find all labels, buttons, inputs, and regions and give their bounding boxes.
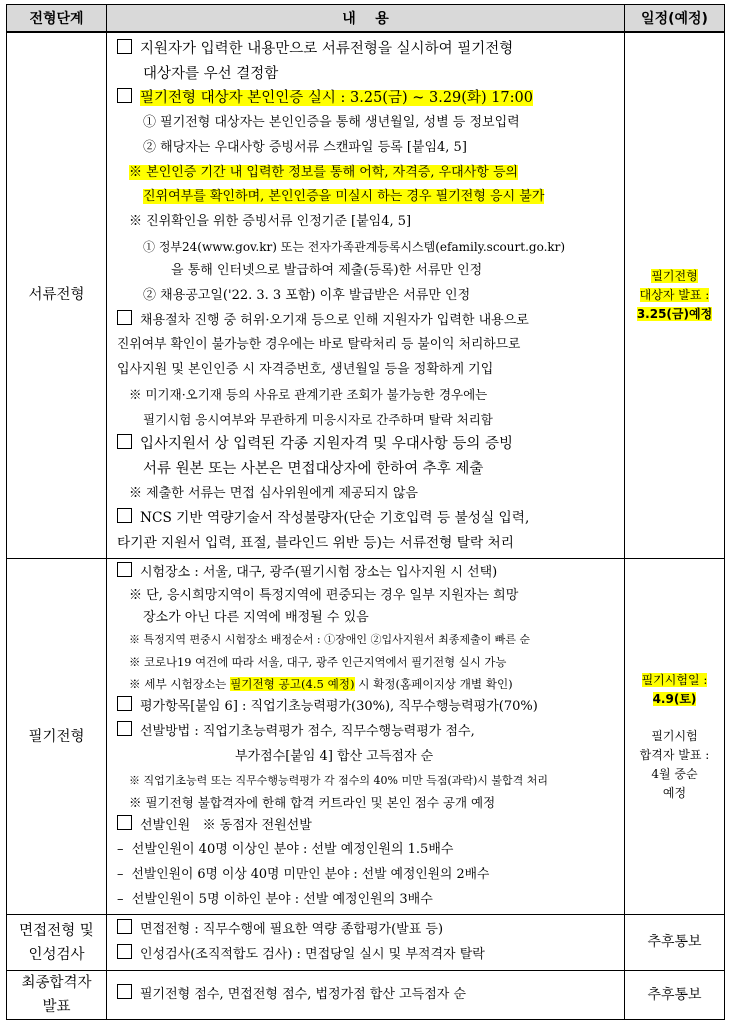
schedule-label: 대상자 발표 : [639,287,710,302]
text-line: NCS 기반 역량기술서 작성불량자(단순 기호입력 등 불성실 입력, [140,510,530,527]
text-line: 진위여부 확인이 불가능한 경우에는 바로 탈락처리 등 불이익 처리하므로 [117,337,521,353]
text-line: – 선발인원이 6명 이상 40명 미만인 분야 : 선발 예정인원의 2배수 [117,866,490,882]
text-line: 시험장소 : 서울, 대구, 광주(필기시험 장소는 입사지원 시 선택) [140,564,498,580]
text-line: ② 해당자는 우대사항 증빙서류 스캔파일 등록 [붙임4, 5] [143,139,467,155]
header-stage: 전형단계 [7,5,107,33]
text-line: ※ 특정지역 편중시 시험장소 배정순서 : ①장애인 ②입사지원서 최종제출이 빠른 순 [129,633,531,647]
text-line: – 선발인원이 40명 이상인 분야 : 선발 예정인원의 1.5배수 [117,842,454,858]
table-row-written-exam [7,558,725,915]
text-line: ※ 직업기초능력 또는 직무수행능력평가 각 점수의 40% 미만 득점(과락)시 불합격 처리 [129,773,549,787]
text-line: 채용절차 진행 중 허위·오기재 등으로 인해 지원자가 입력한 내용으로 [140,312,529,328]
table-header-row [7,5,725,33]
text-line: ※ 세부 시험장소는 [129,677,231,692]
text-line: ※ 단, 응시희망지역이 특정지역에 편중되는 경우 일부 지원자는 희망 [129,588,519,604]
content-final [107,971,625,1020]
text-line: 인성검사(조직적합도 검사) : 면접당일 실시 및 부적격자 탈락 [140,946,485,962]
text-line: ※ 필기전형 불합격자에 한해 합격 커트라인 및 본인 점수 공개 예정 [129,794,496,810]
highlighted-text: 필기전형 공고(4.5 예정) [230,677,355,692]
checkbox-icon [117,434,132,449]
text-line: 시 확정(홈페이지상 개별 확인) [354,677,513,692]
checkbox-icon [117,562,132,577]
schedule-document-screening [625,32,725,558]
text-line: ② 채용공고일('22. 3. 3 포함) 이후 발급받은 서류만 인정 [143,288,471,304]
text-line: 장소가 아닌 다른 지역에 배정될 수 있음 [143,610,369,626]
text-line: 선발인원 ※ 동점자 전원선발 [140,817,312,833]
schedule-final: 추후통보 [625,971,725,1020]
schedule-label: 필기전형 [651,268,698,283]
text-line: 선발방법 : 직업기초능력평가 점수, 직무수행능력평가 점수, [140,724,475,740]
stage-document-screening: 서류전형 [7,32,107,558]
text-line: ※ 진위확인을 위한 증빙서류 인정기준 [붙임4, 5] [129,213,412,229]
text-line: 타기관 지원서 입력, 표절, 블라인드 위반 등)는 서류전형 탈락 처리 [117,535,514,552]
highlighted-text: 필기전형 대상자 본인인증 실시 : 3.25(금) ~ 3.29(화) 17:00 [140,90,533,107]
header-content: 내 용 [107,5,625,33]
content-written-exam [107,558,625,915]
schedule-date: 4.9(토) [652,691,697,706]
highlighted-text: ※ 본인인증 기간 내 입력한 정보를 통해 어학, 자격증, 우대사항 등의 [129,164,519,180]
text-line: 입사지원서 상 입력된 각종 지원자격 및 우대사항 등의 증빙 [140,436,514,453]
text-line: 대상자를 우선 결정함 [143,65,279,82]
table-row-interview [7,915,725,971]
content-interview [107,915,625,971]
schedule-label: 필기시험일 : [641,672,708,687]
checkbox-icon [117,39,132,54]
checkbox-icon [117,944,132,959]
schedule-label: 4월 중순 [651,766,698,781]
text-line: 면접전형 : 직무수행에 필요한 역량 종합평가(발표 등) [140,922,444,938]
text-line: ※ 미기재·오기재 등의 사유로 관계기관 조회가 불가능한 경우에는 [129,386,488,402]
table-row-document-screening [7,32,725,558]
schedule-label: 예정 [662,785,687,800]
text-line: ① 필기전형 대상자는 본인인증을 통해 생년월일, 성별 등 정보입력 [143,115,520,131]
checkbox-icon [117,696,132,711]
text-line: 을 통해 인터넷으로 발급하여 제출(등록)한 서류만 인정 [171,263,483,279]
text-line: 필기전형 점수, 면접전형 점수, 법정가점 합산 고득점자 순 [140,987,467,1003]
schedule-interview: 추후통보 [625,915,725,971]
checkbox-icon [117,815,132,830]
stage-final: 최종합격자 발표 [7,971,107,1020]
schedule-label: 합격자 발표 : [639,747,710,762]
stage-interview: 면접전형 및 인성검사 [7,915,107,971]
schedule-date: 3.25(금)예정 [636,306,713,321]
text-line: 필기시험 응시여부와 무관하게 미응시자로 간주하며 탈락 처리함 [143,411,493,427]
checkbox-icon [117,984,132,999]
content-document-screening [107,32,625,558]
table-row-final [7,971,725,1020]
checkbox-icon [117,310,132,325]
text-line: 부가점수[붙임 4] 합산 고득점자 순 [235,748,434,764]
text-line: ※ 제출한 서류는 면접 심사위원에게 제공되지 않음 [129,485,418,501]
text-line: ※ 코로나19 여건에 따라 서울, 대구, 광주 인근지역에서 필기전형 실시 가능 [129,655,507,670]
text-line: ① 정부24(www.gov.kr) 또는 전자가족관계등록시스템(efamily.scourt.go.kr) [143,239,566,254]
header-schedule: 일정(예정) [625,5,725,33]
checkbox-icon [117,919,132,934]
text-line: – 선발인원이 5명 이하인 분야 : 선발 예정인원의 3배수 [117,891,433,907]
text-line: 입사지원 및 본인인증 시 자격증번호, 생년월일 등을 정확하게 기입 [117,362,494,378]
schedule-written-exam [625,558,725,915]
text-line: 평가항목[붙임 6] : 직업기초능력평가(30%), 직무수행능력평가(70%) [140,699,538,715]
checkbox-icon [117,508,132,523]
checkbox-icon [117,721,132,736]
stage-written-exam: 필기전형 [7,558,107,915]
text-line: 지원자가 입력한 내용만으로 서류전형을 실시하여 필기전형 [140,41,514,57]
recruitment-schedule-table [6,4,725,1020]
checkbox-icon [117,88,132,103]
schedule-label: 필기시험 [651,728,698,743]
text-line: 서류 원본 또는 사본은 면접대상자에 한하여 추후 제출 [143,460,484,477]
highlighted-text: 진위여부를 확인하며, 본인인증을 미실시 하는 경우 필기전형 응시 불가 [143,189,545,205]
